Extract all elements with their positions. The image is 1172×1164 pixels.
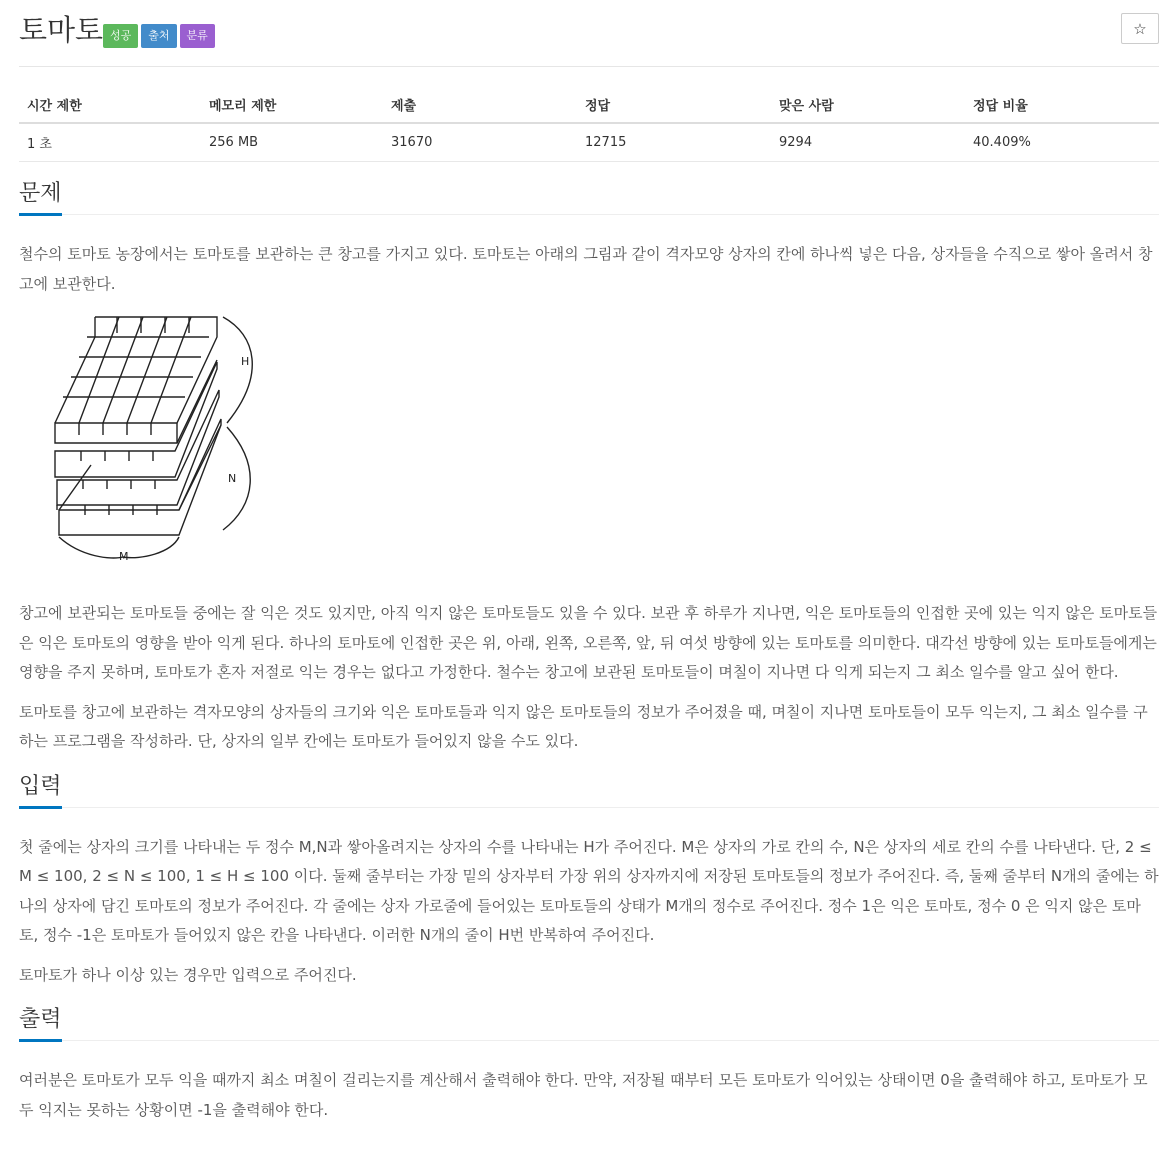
input-paragraph-1: 첫 줄에는 상자의 크기를 나타내는 두 정수 M,N과 쌓아올려지는 상자의 수를 나타내는 H가 주어진다. M은 상자의 가로 칸의 수, N은 상자의 세로 칸의 수를 나타낸다. 단, 2 ≤ M ≤ 100, 2 ≤ N ≤ 100, 1 ≤ H ≤ 100 이다. 둘째 줄부터는 가장 밑의 상자부터 가장 위의 상자까지에 저장된 토마토들의 정보가 주어진다. 즉, 둘째 줄부터 N개의 줄에는 하나의 상자에 담긴 토마토의 정보가 주어진다. 각 줄에는 상자 가로줄에 들어있는 토마토들의 상태가 M개의 정수로 주어진다. 정수 1은 익은 토마토, 정수 0 은 익지 않은 토마토, 정수 -1은 토마토가 들어있지 않은 칸을 나타낸다. 이러한 N개의 줄이 H번 반복하여 주어진다. (19, 837, 1159, 944)
stats-time-limit: 1 초 (19, 123, 201, 162)
section-input-body (19, 808, 1159, 991)
stats-header-ratio: 정답 비율 (965, 85, 1159, 123)
problem-paragraph-3: 토마토를 창고에 보관하는 격자모양의 상자들의 크기와 익은 토마토들과 익지 않은 토마토들의 정보가 주어졌을 때, 며칠이 지나면 토마토들이 모두 익는지, 그 최소 일수를 구하는 프로그램을 작성하라. 단, 상자의 일부 칸에는 토마토가 들어있지 않을 수도 있다. (19, 702, 1148, 750)
stats-header-submissions: 제출 (383, 85, 577, 123)
problem-badges (103, 24, 215, 48)
star-icon: ☆ (1133, 20, 1147, 38)
stats-header-accepted: 정답 (577, 85, 771, 123)
figure-label-m: M (119, 550, 129, 563)
problem-paragraph-2: 창고에 보관되는 토마토들 중에는 잘 익은 것도 있지만, 아직 익지 않은 토마토들도 있을 수 있다. 보관 후 하루가 지나면, 익은 토마토들의 인접한 곳에 있는 익지 않은 토마토들은 익은 토마토의 영향을 받아 익게 된다. 하나의 토마토에 인접한 곳은 위, 아래, 왼쪽, 오른쪽, 앞, 뒤 여섯 방향에 있는 토마토를 의미한다. 대각선 방향에 있는 토마토들에게는 영향을 주지 못하며, 토마토가 혼자 저절로 익는 경우는 없다고 가정한다. 철수는 창고에 보관된 토마토들이 며칠이 지나면 다 익게 되는지 그 최소 일수를 알고 싶어 한다. (19, 604, 1158, 681)
stats-value-row (19, 123, 1159, 162)
problem-paragraph-1: 철수의 토마토 농장에서는 토마토를 보관하는 큰 창고를 가지고 있다. 토마토는 아래의 그림과 같이 격자모양 상자의 칸에 하나씩 넣은 다음, 상자들을 수직으로 쌓아 올려서 창고에 보관한다. (19, 245, 1153, 293)
badge-source[interactable]: 출처 (141, 24, 176, 48)
section-problem-title: 문제 (19, 176, 62, 216)
stats-memory-limit: 256 MB (201, 123, 383, 162)
output-paragraph-1: 여러분은 토마토가 모두 익을 때까지 최소 며칠이 걸리는지를 계산해서 출력해야 한다. 만약, 저장될 때부터 모든 토마토가 익어있는 상태이면 0을 출력해야 하고, 토마토가 모두 익지는 못하는 상황이면 -1을 출력해야 한다. (19, 1071, 1148, 1119)
stats-solvers: 9294 (771, 123, 965, 162)
section-problem-body (19, 215, 1159, 757)
section-output (19, 1004, 1159, 1125)
stats-submissions: 31670 (383, 123, 577, 162)
problem-stats-table (19, 85, 1159, 162)
stats-accepted: 12715 (577, 123, 771, 162)
stats-header-row (19, 85, 1159, 123)
stats-ratio: 40.409% (965, 123, 1159, 162)
stats-header-time-limit: 시간 제한 (19, 85, 201, 123)
stats-header-memory-limit: 메모리 제한 (201, 85, 383, 123)
tomato-boxes-figure (51, 315, 291, 585)
figure-label-n: N (228, 472, 237, 485)
section-input (19, 771, 1159, 991)
input-paragraph-2: 토마토가 하나 이상 있는 경우만 입력으로 주어진다. (19, 965, 357, 984)
problem-header (19, 0, 1159, 67)
section-output-head (19, 1004, 1159, 1041)
badge-category[interactable]: 분류 (180, 24, 215, 48)
section-input-head (19, 771, 1159, 808)
problem-title: 토마토 (19, 13, 104, 47)
section-output-body (19, 1041, 1159, 1125)
stats-header-solvers: 맞은 사람 (771, 85, 965, 123)
problem-page (19, 0, 1159, 1125)
figure-label-h: H (241, 355, 250, 368)
section-input-title: 입력 (19, 769, 62, 809)
section-output-title: 출력 (19, 1002, 62, 1042)
section-problem (19, 178, 1159, 757)
badge-success[interactable]: 성공 (103, 24, 138, 48)
section-problem-head (19, 178, 1159, 215)
star-button[interactable] (1121, 13, 1159, 44)
